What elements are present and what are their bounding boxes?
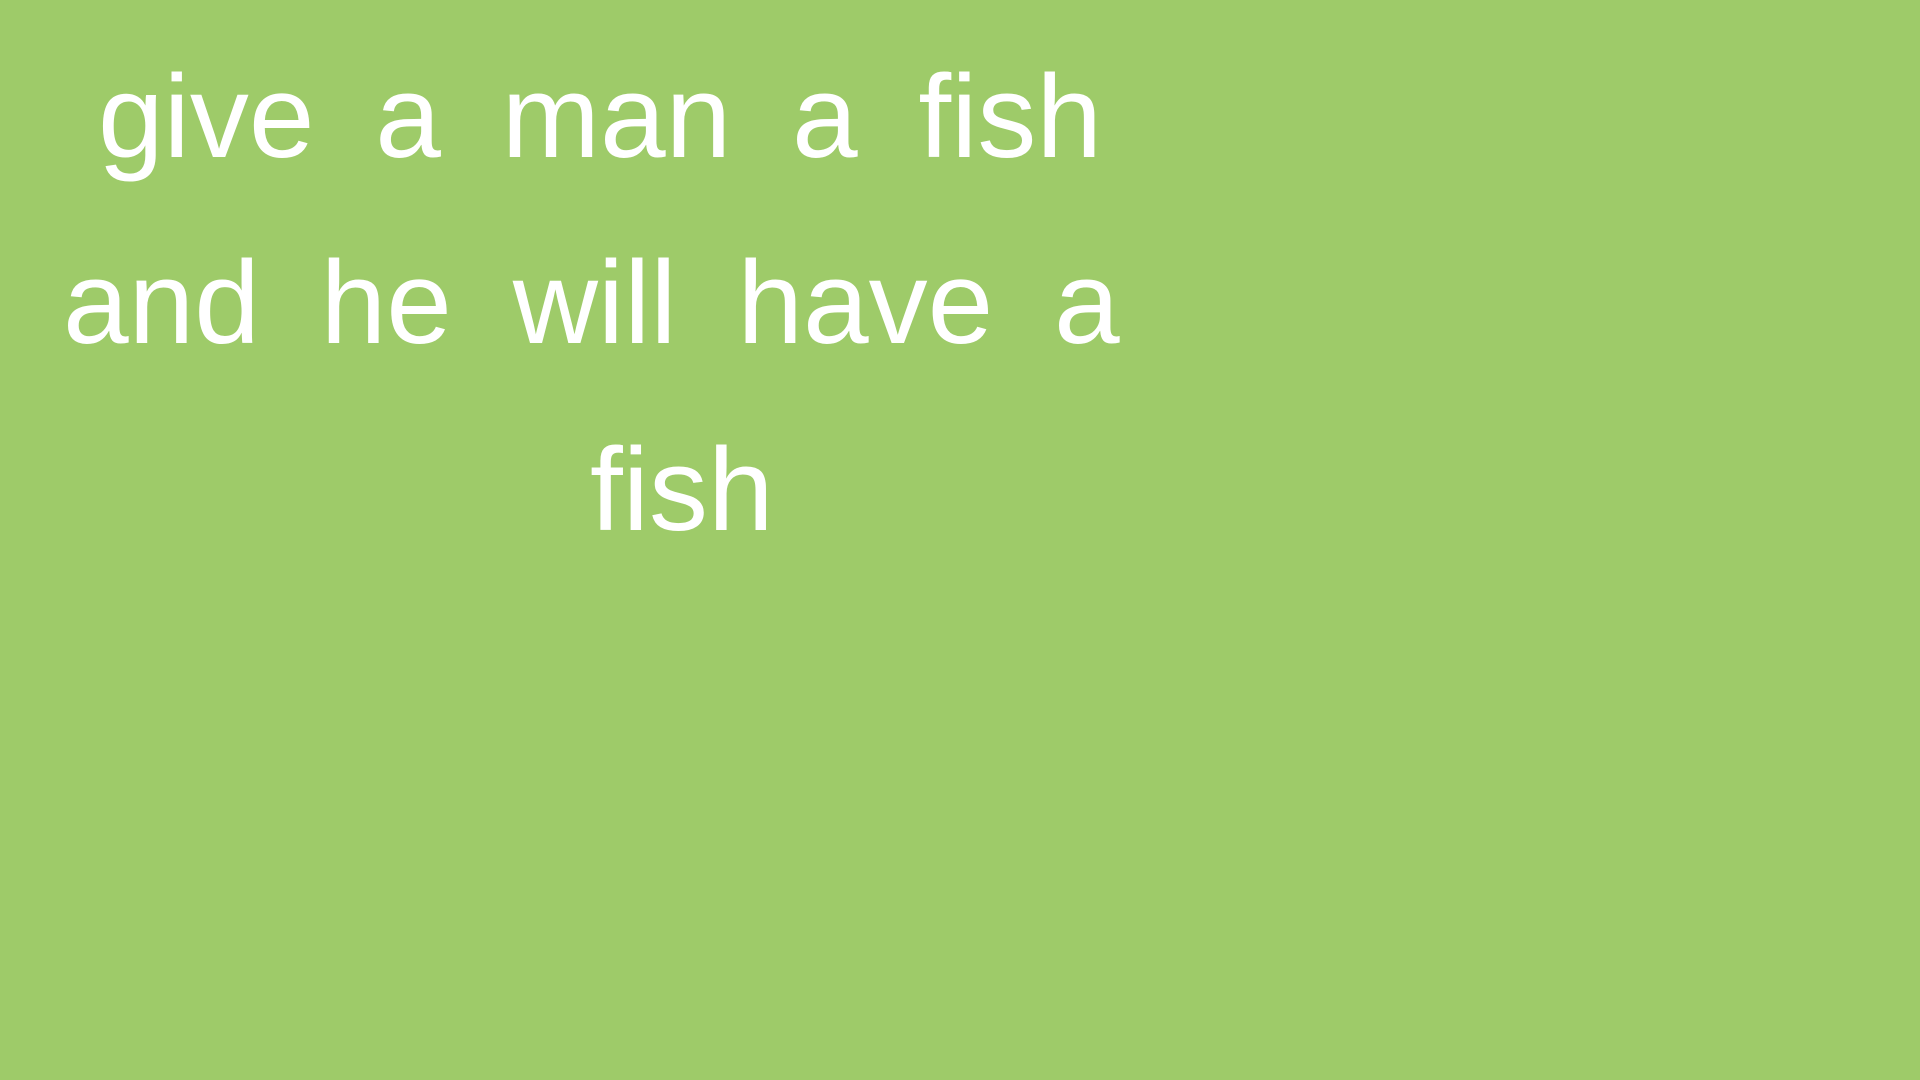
- text-line-1: give a man a fish: [98, 51, 1103, 183]
- text-line-2: and he will have a: [63, 237, 1120, 369]
- text-line-3: fish: [590, 424, 774, 556]
